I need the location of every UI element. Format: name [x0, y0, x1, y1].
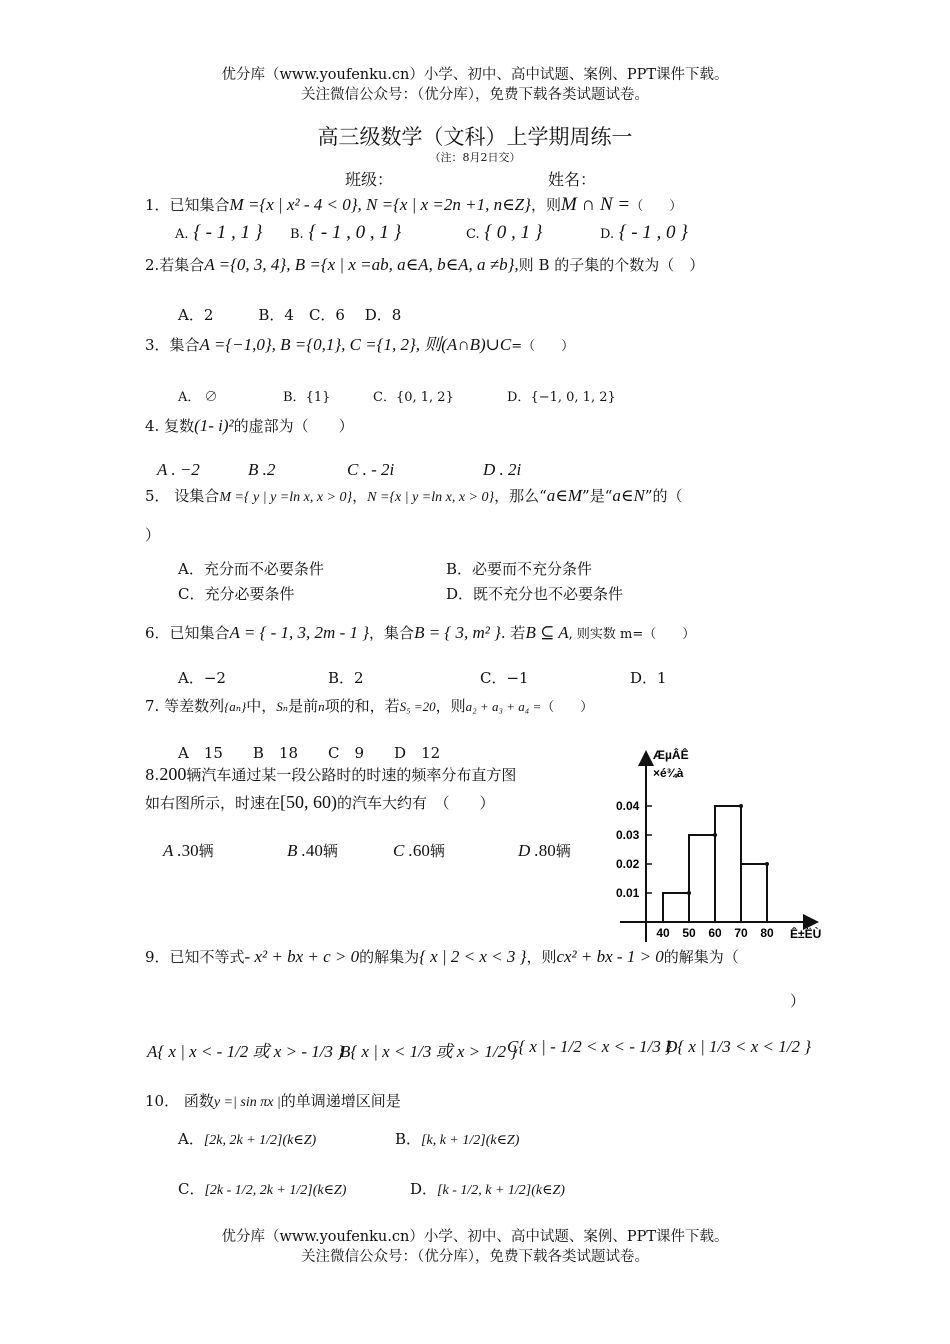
question-4-stem: 4. 复数(1- i)²的虚部为（ ） [145, 416, 354, 435]
question-10-option-d: D．[k - 1/2, k + 1/2](k∈Z) [410, 1180, 565, 1198]
x-tick-label-2: 50 [682, 926, 696, 940]
x-tick-label-5: 80 [760, 926, 774, 940]
question-1-stem: 1．已知集合M ={x | x² - 4 < 0}, N ={x | x =2n +1, n∈Z}，则M ∩ N =（ ） [145, 194, 683, 215]
histogram-bar-3 [715, 806, 741, 922]
question-10-option-c: C．[2k - 1/2, 2k + 1/2](k∈Z) [178, 1180, 347, 1198]
histogram-bar-marker-4 [765, 862, 769, 866]
y-axis-label-line-1: ÆµÂÊ [653, 748, 689, 762]
footer-line-1: 优分库（www.youfenku.cn）小学、初中、高中试题、案例、PPT课件下载。 [221, 1229, 729, 1245]
question-6-option-c: C．−1 [480, 669, 529, 687]
histogram-bar-1 [663, 893, 689, 922]
question-5-stem: 5． 设集合M ={ y | y =ln x, x > 0}，N ={x | y =ln x, x > 0}，那么“a∈M”是“a∈N”的（ [145, 486, 683, 505]
question-5-paren-close: ） [145, 526, 161, 544]
question-3-option-c: C．{0, 1, 2} [373, 390, 454, 405]
footer-line-2: 关注微信公众号：（优分库），免费下载各类试题试卷。 [301, 1249, 649, 1265]
x-axis-label: Ê±ËÙ [790, 927, 822, 941]
header-line-1: 优分库（www.youfenku.cn）小学、初中、高中试题、案例、PPT课件下载。 [221, 67, 729, 83]
y-tick-label-2: 0.02 [616, 857, 640, 871]
question-1-option-a: A. { - 1 , 1 } [175, 222, 263, 243]
question-4-option-c: C . - 2i [347, 460, 395, 479]
question-1-option-b: B. { - 1 , 0 , 1 } [290, 222, 402, 243]
question-5-option-a: A．充分而不必要条件 [178, 560, 324, 578]
class-label: 班级： [345, 170, 394, 189]
submission-note: （注：8月2日交） [429, 151, 521, 164]
question-7-stem: 7. 等差数列{aₙ}中，Sₙ是前n项的和，若S₅ =20，则a₂ + a₃ + a₄ =（ ） [145, 697, 594, 715]
question-9-option-d: D{ x | 1/3 < x < 1/2 } [665, 1037, 812, 1056]
question-3-option-b: B．{1} [283, 390, 331, 405]
question-6-stem: 6．已知集合A = { - 1, 3, 2m - 1 }，集合B = { 3, m² }. 若B ⊆ A, 则实数 m=（ ） [145, 623, 696, 642]
question-1-option-d: D. { - 1 , 0 } [600, 222, 688, 243]
x-tick-label-1: 40 [656, 926, 670, 940]
y-tick-label-4: 0.04 [616, 799, 640, 813]
question-6-option-b: B．2 [328, 669, 364, 687]
y-tick-label-3: 0.03 [616, 828, 640, 842]
question-5-option-b: B．必要而不充分条件 [446, 560, 593, 578]
question-10-option-b: B．[k, k + 1/2](k∈Z) [395, 1130, 520, 1148]
question-8-option-c: C .60辆 [393, 841, 445, 860]
question-3-stem: 3．集合A ={−1,0}, B ={0,1}, C ={1, 2}, 则(A∩B)∪C=（ ） [145, 335, 575, 354]
question-4-option-a: A . −2 [157, 460, 200, 479]
question-10-option-a: A．[2k, 2k + 1/2](k∈Z) [178, 1130, 317, 1148]
page-title: 高三级数学（文科）上学期周练一 [317, 125, 633, 149]
question-9-option-b: B{ x | x < 1/3 或 x > 1/2 } [340, 1042, 518, 1061]
question-7-options: A 15 B 18 C 9 D 12 [178, 744, 441, 762]
question-9-option-c: C{ x | - 1/2 < x < - 1/3 } [507, 1037, 672, 1056]
question-4-option-b: B .2 [248, 460, 276, 479]
name-label: 姓名： [548, 170, 597, 189]
question-8-line-1: 8.200辆汽车通过某一段公路时的时速的频率分布直方图 [145, 764, 517, 784]
question-8-option-d: D .80辆 [518, 841, 571, 860]
y-tick-label-1: 0.01 [616, 886, 640, 900]
question-10-stem: 10． 函数y =| sin πx |的单调递增区间是 [145, 1092, 401, 1110]
question-5-option-d: D．既不充分也不必要条件 [446, 585, 624, 603]
x-tick-label-4: 70 [734, 926, 748, 940]
question-2-options: A．2 B．4 C．6 D．8 [178, 306, 402, 324]
question-9-paren-close: ） [790, 992, 806, 1010]
question-8-option-a: A .30辆 [163, 841, 214, 860]
histogram-bar-4 [741, 864, 767, 922]
question-8-option-b: B .40辆 [287, 841, 338, 860]
question-6-option-a: A．−2 [178, 669, 226, 687]
question-3-option-d: D．{−1, 0, 1, 2} [507, 390, 616, 405]
frequency-histogram [610, 742, 835, 942]
question-8-line-2: 如右图所示，时速在[50, 60)的汽车大约有 （ ） [145, 792, 495, 812]
question-9-stem: 9．已知不等式- x² + bx + c > 0的解集为{ x | 2 < x < 3 }，则cx² + bx - 1 > 0的解集为（ [145, 947, 739, 966]
histogram-bar-marker-3 [739, 804, 743, 808]
question-5-option-c: C．充分必要条件 [178, 585, 295, 603]
question-6-option-d: D．1 [630, 669, 667, 687]
question-2-stem: 2.若集合A ={0, 3, 4}, B ={x | x =ab, a∈A, b∈A, a ≠b},则 B 的子集的个数为（ ） [145, 255, 705, 274]
question-1-option-c: C. { 0 , 1 } [466, 222, 543, 243]
question-3-option-a: A． ∅ [178, 390, 218, 405]
x-tick-label-3: 60 [708, 926, 722, 940]
header-line-2: 关注微信公众号：（优分库），免费下载各类试题试卷。 [301, 87, 649, 103]
histogram-bar-2 [689, 835, 715, 922]
y-axis-label-line-2: ×é¾à [653, 766, 684, 780]
question-9-option-a: A{ x | x < - 1/2 或 x > - 1/3 } [147, 1042, 345, 1061]
question-4-option-d: D . 2i [483, 460, 522, 479]
